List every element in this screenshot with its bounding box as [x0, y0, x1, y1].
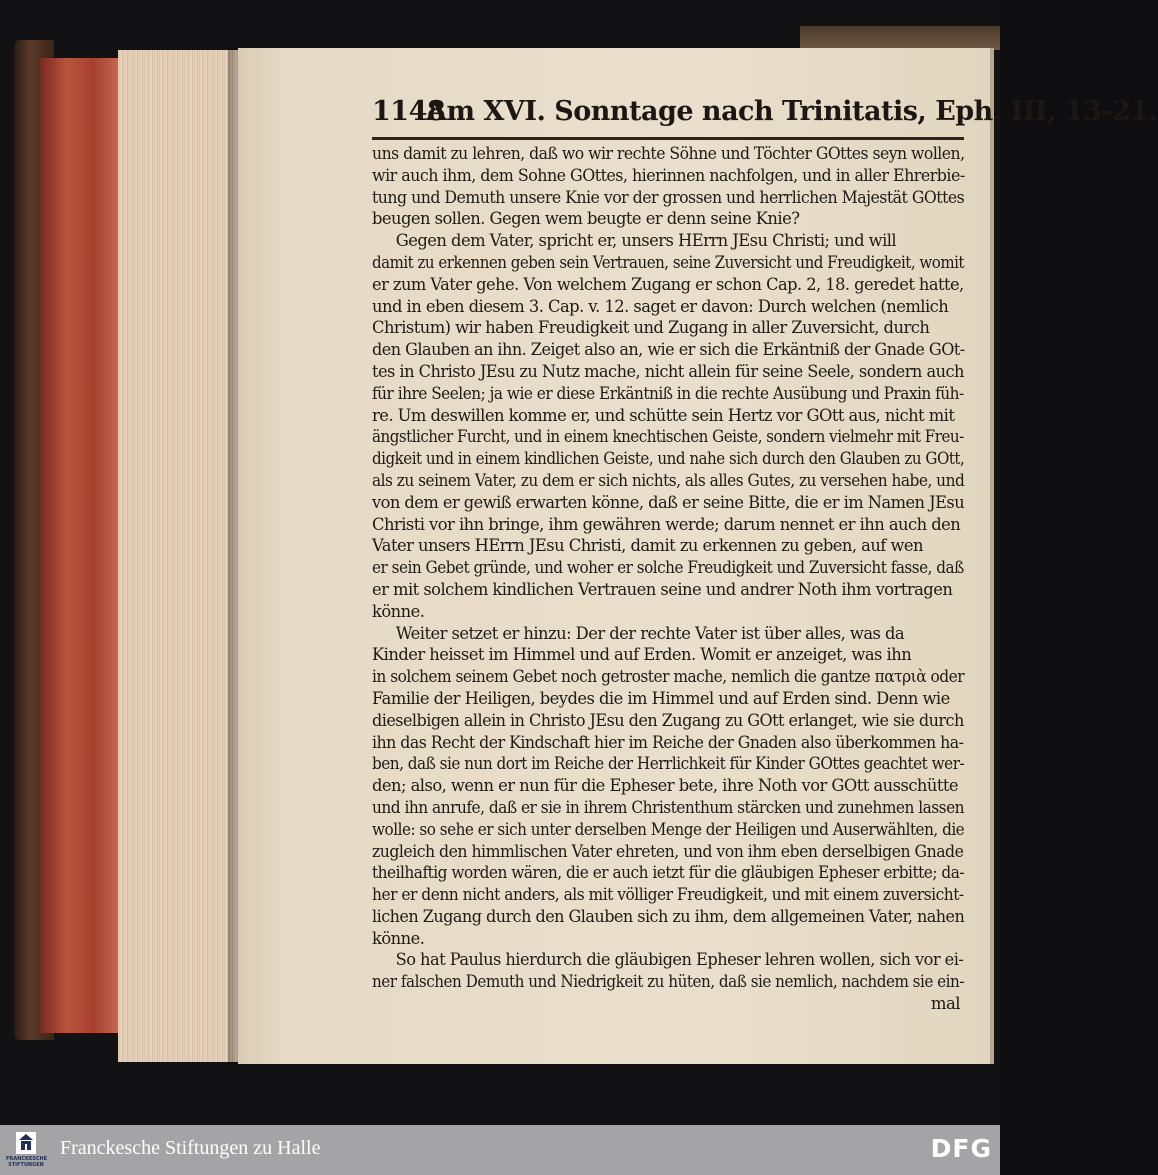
text-line: er sein Gebet gründe, und woher er solche Freudigkeit und Zuversicht fasse, daß — [372, 558, 964, 578]
text-line: er mit solchem kindlichen Vertrauen seine und andrer Noth ihm vortragen — [372, 579, 953, 599]
text-line: Kinder heisset im Himmel und auf Erden. Womit er anzeiget, was ihn — [372, 645, 912, 665]
catchword: mal — [930, 994, 960, 1014]
text-line: dieselbigen allein in Christo JEsu den Zugang zu GOtt erlanget, wie sie durch — [372, 710, 964, 730]
text-line: Weiter setzet er hinzu: Der der rechte Vater ist über alles, was da — [395, 623, 905, 643]
text-line: von dem er gewiß erwarten könne, daß er seine Bitte, die er im Namen JEsu — [372, 492, 965, 512]
text-line: für ihre Seelen; ja wie er diese Erkäntniß in die rechte Ausübung und Praxin füh- — [372, 383, 964, 403]
text-line: digkeit und in einem kindlichen Geiste, und nahe sich durch den Glauben zu GOtt, — [372, 449, 965, 469]
text-line: tung und Demuth unsere Knie vor der grossen und herrlichen Majestät GOttes — [372, 187, 965, 207]
text-line: er zum Vater gehe. Von welchem Zugang er schon Cap. 2, 18. geredet hatte, — [372, 274, 964, 294]
franckesche-logo[interactable] — [6, 1130, 46, 1170]
text-line: könne. — [372, 928, 425, 948]
text-line: re. Um deswillen komme er, und schütte sein Hertz vor GOtt aus, nicht mit — [372, 405, 955, 425]
text-line: theilhaftig worden wären, die er auch ietzt für die gläubigen Epheser erbitte; da- — [372, 863, 965, 883]
text-line: den Glauben an ihn. Zeiget also an, wie er sich die Erkäntniß der Gnade GOt- — [372, 340, 965, 360]
page-block-edge — [118, 50, 240, 1062]
text-line: Christum) wir haben Freudigkeit und Zugang in aller Zuversicht, durch — [372, 318, 930, 338]
text-line: zugleich den himmlischen Vater ehreten, und von ihm eben derselbigen Gnade — [372, 841, 964, 861]
text-line: ängstlicher Furcht, und in einem knechtischen Geiste, sondern vielmehr mit Freu- — [372, 427, 964, 447]
text-line: und in eben diesem 3. Cap. v. 12. saget er davon: Durch welchen (nemlich — [372, 296, 949, 316]
page-header — [372, 96, 1158, 136]
text-line: wolle: so sehe er sich unter derselben Menge der Heiligen und Auserwählten, die — [372, 819, 965, 839]
text-line: So hat Paulus hierdurch die gläubigen Epheser lehren wollen, sich vor ei- — [395, 950, 964, 970]
institution-name[interactable]: Franckesche Stiftungen zu Halle — [60, 1137, 321, 1159]
text-line: ihn das Recht der Kindschaft hier im Reiche der Gnaden also überkommen ha- — [372, 732, 964, 752]
text-line: ben, daß sie nun dort im Reiche der Herrlichkeit für Kinder GOttes geachtet wer- — [372, 754, 965, 774]
page-number: 1148 — [372, 96, 446, 127]
text-line: Christi vor ihn bringe, ihm gewähren werde; darum nennet er ihn auch den — [372, 514, 961, 534]
dfg-logo[interactable]: DFG — [930, 1134, 992, 1163]
text-line: Gegen dem Vater, spricht er, unsers HErrn JEsu Christi; und will — [395, 231, 897, 251]
logo-caption: FRANCKESCHE STIFTUNGEN — [6, 1156, 48, 1168]
text-line: damit zu erkennen geben sein Vertrauen, seine Zuversicht und Freudigkeit, womit — [372, 252, 964, 272]
red-page-edge — [40, 58, 130, 1033]
running-title: Am XVI. Sonntage nach Trinitatis, Eph. III, 13-21. — [426, 96, 1158, 127]
text-line: wir auch ihm, dem Sohne GOttes, hierinnen nachfolgen, und in aller Ehrerbie- — [372, 165, 965, 185]
book-top-cover — [800, 26, 1000, 50]
text-line: könne. — [372, 601, 425, 621]
text-line: den; also, wenn er nun für die Epheser bete, ihre Noth vor GOtt ausschütte — [372, 776, 959, 796]
viewer-footer — [0, 1125, 1000, 1175]
text-line: Familie der Heiligen, beydes die im Himmel und auf Erden sind. Denn wie — [372, 688, 950, 708]
page-body-text — [372, 143, 970, 1015]
text-line: und ihn anrufe, daß er sie in ihrem Christenthum stärcken und zunehmen lassen — [372, 797, 965, 817]
text-line: uns damit zu lehren, daß wo wir rechte Söhne und Töchter GOttes seyn wollen, — [372, 144, 965, 163]
text-line: ner falschen Demuth und Niedrigkeit zu hüten, daß sie nemlich, nachdem sie ein- — [372, 972, 964, 992]
text-line: tes in Christo JEsu zu Nutz mache, nicht allein für seine Seele, sondern auch — [372, 361, 964, 381]
text-line: her er denn nicht anders, als mit völliger Freudigkeit, und mit einem zuversicht- — [372, 885, 964, 905]
building-icon — [16, 1132, 36, 1154]
text-line: in solchem seinem Gebet noch getroster mache, nemlich die gantze πατριὰ oder — [372, 667, 965, 687]
text-line: als zu seinem Vater, zu dem er sich nichts, als alles Gutes, zu versehen habe, und — [372, 470, 965, 490]
text-line: beugen sollen. Gegen wem beugte er denn seine Knie? — [372, 209, 800, 229]
header-rule — [372, 137, 964, 140]
text-line: Vater unsers HErrn JEsu Christi, damit zu erkennen zu geben, auf wen — [372, 536, 923, 556]
text-line: lichen Zugang durch den Glauben sich zu ihm, dem allgemeinen Vater, nahen — [372, 906, 965, 926]
